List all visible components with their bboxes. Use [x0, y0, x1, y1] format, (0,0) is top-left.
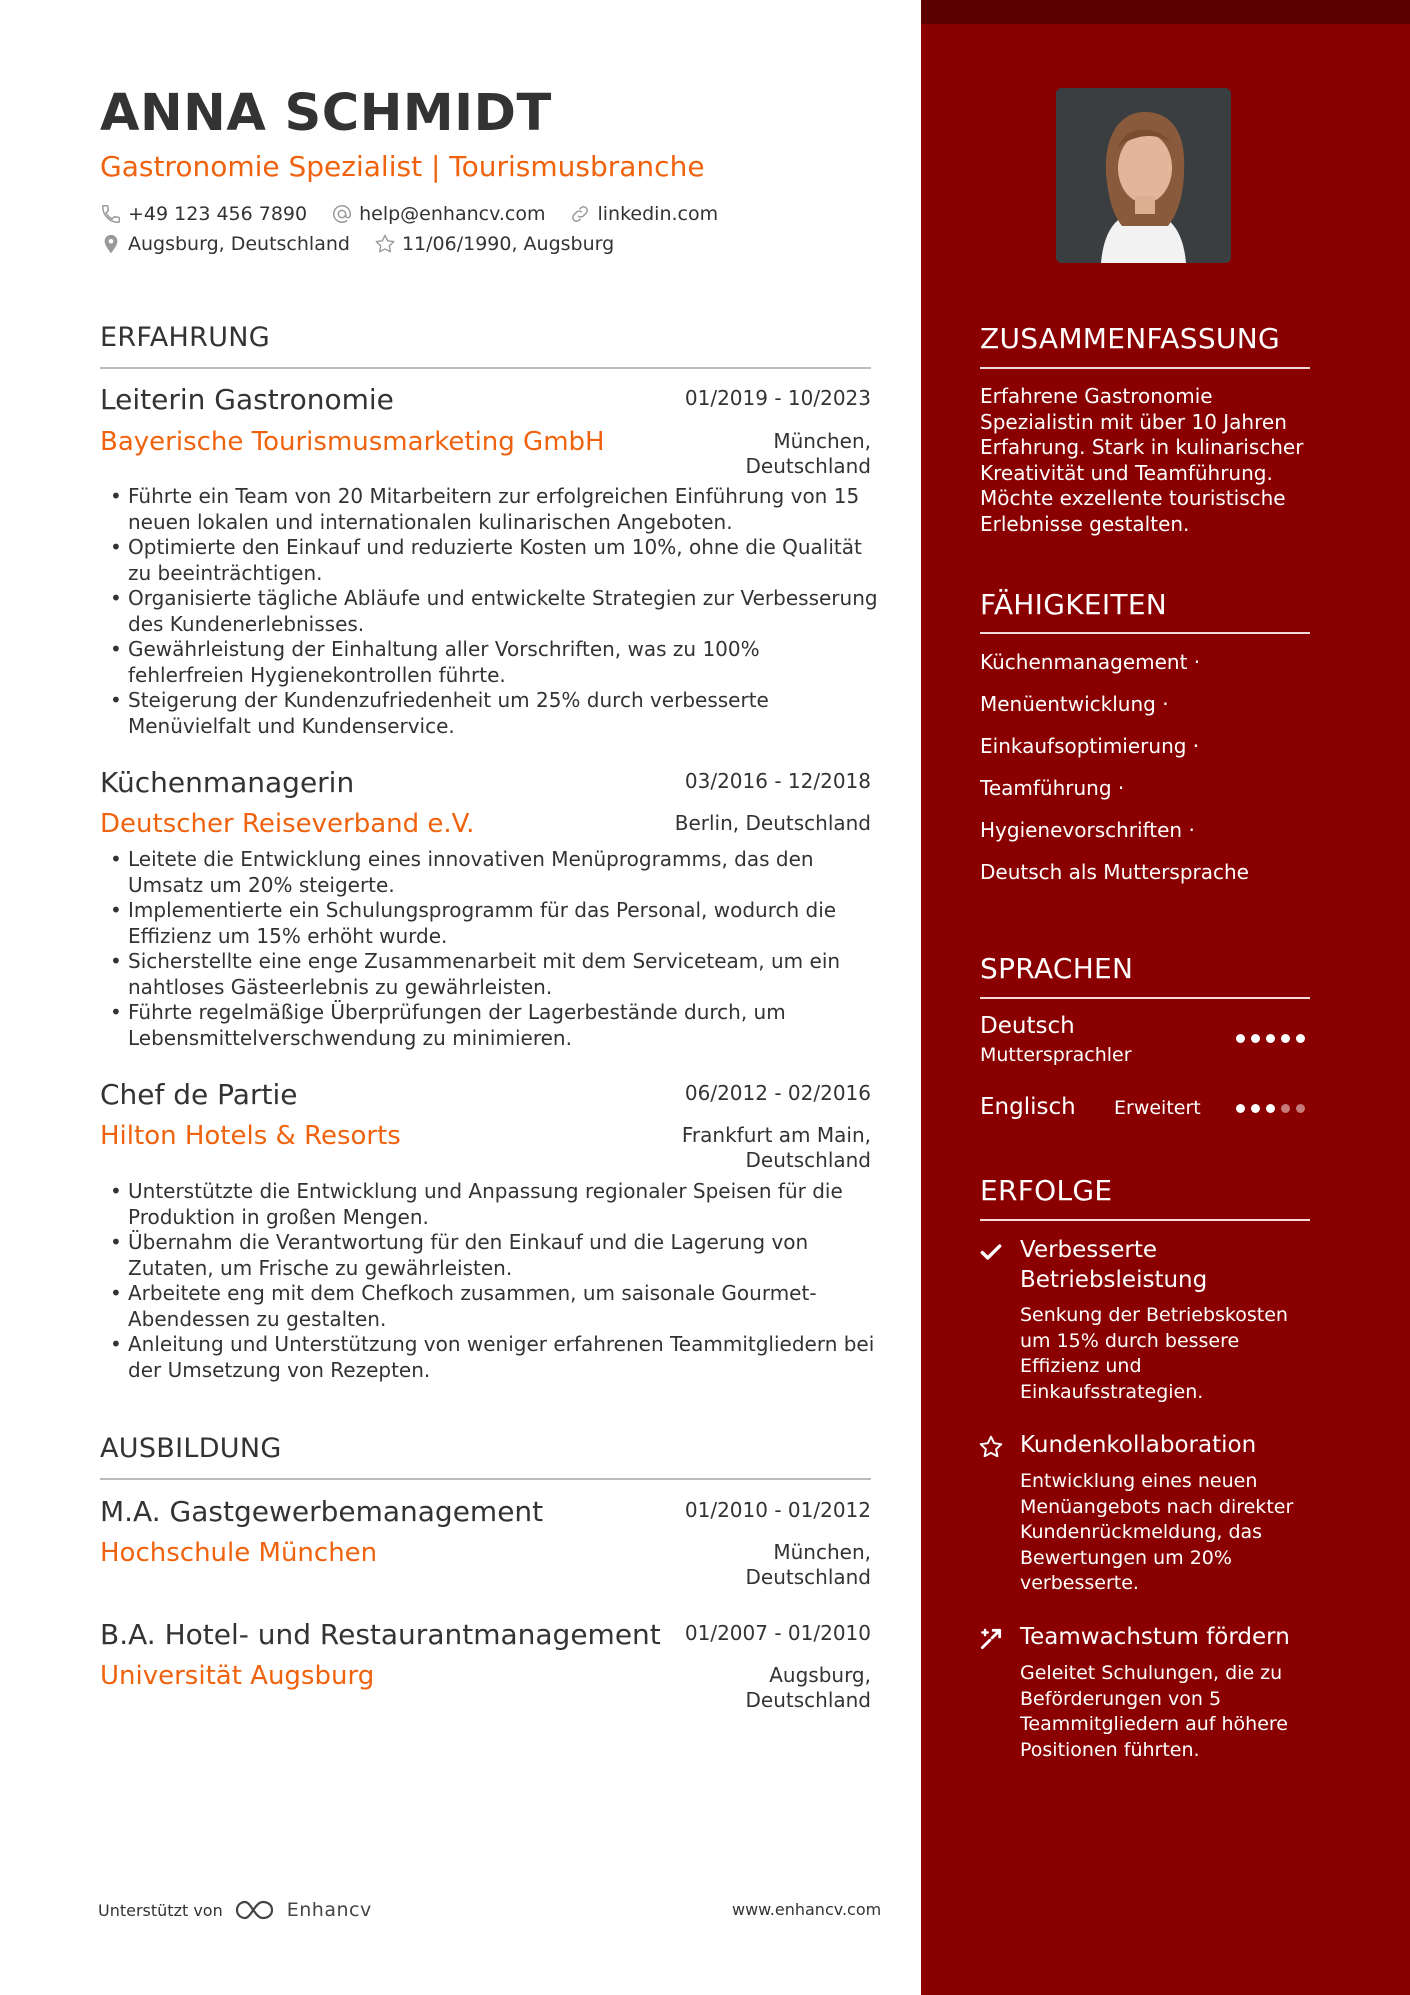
school-name: Universität Augsburg: [100, 1661, 375, 1691]
rating-dot: [1236, 1034, 1245, 1043]
enhancv-logo-icon: [233, 1898, 281, 1922]
job-location: [675, 811, 871, 836]
job-bullet: • Führte regelmäßige Überprüfungen der Lagerbestände durch, um Lebensmittelverschwendung zu minimieren.: [100, 1000, 880, 1051]
section-title-achievements: ERFOLGE: [980, 1174, 1113, 1207]
profile-photo-illustration: [1056, 88, 1231, 263]
rating-dot-empty: [1281, 1104, 1290, 1113]
job-bullet: • Leitete die Entwicklung eines innovativen Menüprogramms, das den Umsatz um 20% steigerte.: [100, 847, 880, 898]
rating-dot: [1281, 1034, 1290, 1043]
rating-dot: [1251, 1104, 1260, 1113]
job-date: 01/2019 - 10/2023: [684, 386, 871, 410]
location-pin-icon: [100, 233, 122, 255]
contact-row-1: [100, 203, 742, 225]
sidebar-top-band: [921, 0, 1410, 24]
rating-dot: [1236, 1104, 1245, 1113]
achievement-desc: Geleitet Schulungen, die zu Beförderungen von 5 Teammitgliedern auf höhere Positionen führten.: [1020, 1662, 1288, 1761]
contact-linkedin[interactable]: [569, 203, 718, 225]
achievement-title: Kundenkollaboration: [1020, 1432, 1257, 1458]
degree-date: 01/2010 - 01/2012: [684, 1498, 871, 1522]
achievement-desc: Entwicklung eines neuen Menüangebots nach direkter Kundenrückmeldung, das Bewertungen um 20% verbesserte.: [1020, 1470, 1294, 1594]
job-bullet: • Übernahm die Verantwortung für den Einkauf und die Lagerung von Zutaten, um Frische zu gewährleisten.: [100, 1230, 880, 1281]
job-bullet: • Organisierte tägliche Abläufe und entwickelte Strategien zur Verbesserung des Kundenerlebnisses.: [100, 586, 880, 637]
language-name: Deutsch: [980, 1013, 1075, 1039]
degree-title: B.A. Hotel- und Restaurantmanagement: [100, 1618, 661, 1651]
rating-dot-empty: [1296, 1104, 1305, 1113]
job-location-line-1: München,: [773, 429, 871, 453]
job-title: Leiterin Gastronomie: [100, 383, 394, 416]
job-bullet: • Unterstützte die Entwicklung und Anpassung regionaler Speisen für die Produktion in großen Mengen.: [100, 1179, 880, 1230]
section-title-skills: FÄHIGKEITEN: [980, 588, 1168, 621]
school-location-line-1: München,: [773, 1540, 871, 1564]
footer-powered-by: Unterstützt von: [98, 1900, 223, 1920]
phone-text: +49 123 456 7890: [128, 203, 308, 225]
job-title: Chef de Partie: [100, 1078, 298, 1111]
job-bullets: [100, 847, 880, 1051]
language-level: Muttersprachler: [980, 1044, 1132, 1066]
school-location: [746, 1540, 872, 1590]
job-date: 06/2012 - 02/2016: [684, 1081, 871, 1105]
section-title-experience: ERFAHRUNG: [100, 322, 270, 353]
contact-birth: [374, 233, 614, 255]
section-rule-achievements: [980, 1219, 1310, 1221]
job-bullet: • Optimierte den Einkauf und reduzierte Kosten um 10%, ohne die Qualität zu beeinträchtigen.: [100, 535, 880, 586]
contact-row-2: [100, 233, 638, 255]
linkedin-text[interactable]: linkedin.com: [597, 203, 719, 225]
skill-item: Deutsch als Muttersprache: [980, 860, 1249, 884]
job-location: [746, 429, 872, 479]
link-icon: [569, 203, 591, 225]
profile-photo: [1056, 88, 1231, 263]
achievement-title: Teamwachstum fördern: [1020, 1624, 1290, 1650]
achievement-desc: Senkung der Betriebskosten um 15% durch bessere Effizienz und Einkaufsstrategien.: [1020, 1304, 1288, 1403]
section-rule-skills: [980, 632, 1310, 634]
footer-url[interactable]: www.enhancv.com: [732, 1900, 882, 1919]
job-bullet: • Steigerung der Kundenzufriedenheit um 25% durch verbesserte Menüvielfalt und Kundenservice.: [100, 688, 880, 739]
company-name: Deutscher Reiseverband e.V.: [100, 809, 475, 839]
job-bullet: • Arbeitete eng mit dem Chefkoch zusammen, um saisonale Gourmet-Abendessen zu gestalten.: [100, 1281, 880, 1332]
candidate-subtitle: Gastronomie Spezialist | Tourismusbranche: [100, 150, 705, 183]
skill-item: Teamführung ·: [980, 776, 1125, 800]
degree-title: M.A. Gastgewerbemanagement: [100, 1495, 544, 1528]
contact-email[interactable]: [331, 203, 545, 225]
growth-icon: [978, 1626, 1004, 1652]
job-bullet: • Implementierte ein Schulungsprogramm für das Personal, wodurch die Effizienz um 15% erhöht wurde.: [100, 898, 880, 949]
section-rule-experience: [100, 367, 871, 369]
school-location: [746, 1663, 872, 1713]
rating-dot: [1266, 1034, 1275, 1043]
skill-item: Küchenmanagement ·: [980, 650, 1201, 674]
birth-text: 11/06/1990, Augsburg: [401, 233, 615, 255]
section-rule-summary: [980, 367, 1310, 369]
footer-branding: [98, 1898, 372, 1922]
rating-dot: [1266, 1104, 1275, 1113]
job-location: [682, 1123, 871, 1173]
language-rating: [1236, 1104, 1311, 1113]
job-location-line-1: Frankfurt am Main,: [681, 1123, 871, 1147]
job-bullets: [100, 1179, 880, 1383]
footer-brand: Enhancv: [286, 1899, 372, 1921]
skill-item: Menüentwicklung ·: [980, 692, 1169, 716]
candidate-name: ANNA SCHMIDT: [100, 84, 552, 143]
rating-dot: [1251, 1034, 1260, 1043]
job-title: Küchenmanagerin: [100, 766, 355, 799]
section-rule-education: [100, 1478, 871, 1480]
degree-date: 01/2007 - 01/2010: [684, 1621, 871, 1645]
job-location-line-2: Deutschland: [745, 1148, 871, 1172]
school-location-line-2: Deutschland: [745, 1688, 871, 1712]
email-text[interactable]: help@enhancv.com: [359, 203, 546, 225]
job-location-line-1: Berlin, Deutschland: [674, 811, 871, 835]
section-title-education: AUSBILDUNG: [100, 1433, 282, 1464]
section-rule-languages: [980, 997, 1310, 999]
location-text: Augsburg, Deutschland: [128, 233, 350, 255]
star-icon: [978, 1434, 1004, 1460]
summary-text: Erfahrene Gastronomie Spezialistin mit über 10 Jahren Erfahrung. Stark in kulinarischer Kreativität und Teamführung. Möchte exzellente touristische Erlebnisse gestalten.: [980, 384, 1304, 536]
skill-item: Einkaufsoptimierung ·: [980, 734, 1200, 758]
contact-location: [100, 233, 350, 255]
language-rating: [1236, 1034, 1311, 1043]
achievement-title: Verbesserte Betriebsleistung: [1020, 1237, 1208, 1293]
phone-icon: [100, 203, 122, 225]
section-title-languages: SPRACHEN: [980, 952, 1134, 985]
star-outline-icon: [374, 233, 396, 255]
rating-dot: [1296, 1034, 1305, 1043]
company-name: Bayerische Tourismusmarketing GmbH: [100, 427, 605, 457]
job-bullet: • Anleitung und Unterstützung von weniger erfahrenen Teammitgliedern bei der Umsetzung von Rezepten.: [100, 1332, 880, 1383]
contact-phone: [100, 203, 307, 225]
job-bullet: • Gewährleistung der Einhaltung aller Vorschriften, was zu 100% fehlerfreien Hygienekontrollen führte.: [100, 637, 880, 688]
job-bullet: • Führte ein Team von 20 Mitarbeitern zur erfolgreichen Einführung von 15 neuen lokalen und internationalen kulinarischen Angeboten.: [100, 484, 880, 535]
school-location-line-2: Deutschland: [745, 1565, 871, 1589]
language-level: Erweitert: [1114, 1097, 1201, 1119]
section-title-summary: ZUSAMMENFASSUNG: [980, 322, 1280, 355]
skill-item: Hygienevorschriften ·: [980, 818, 1195, 842]
language-name: Englisch: [980, 1094, 1076, 1120]
job-date: 03/2016 - 12/2018: [684, 769, 871, 793]
job-bullets: [100, 484, 880, 739]
school-name: Hochschule München: [100, 1538, 378, 1568]
school-location-line-1: Augsburg,: [769, 1663, 871, 1687]
company-name: Hilton Hotels & Resorts: [100, 1121, 401, 1151]
at-icon: [331, 203, 353, 225]
job-location-line-2: Deutschland: [745, 454, 871, 478]
check-icon: [978, 1239, 1004, 1265]
job-bullet: • Sicherstellte eine enge Zusammenarbeit mit dem Serviceteam, um ein nahtloses Gästeerlebnis zu gewährleisten.: [100, 949, 880, 1000]
